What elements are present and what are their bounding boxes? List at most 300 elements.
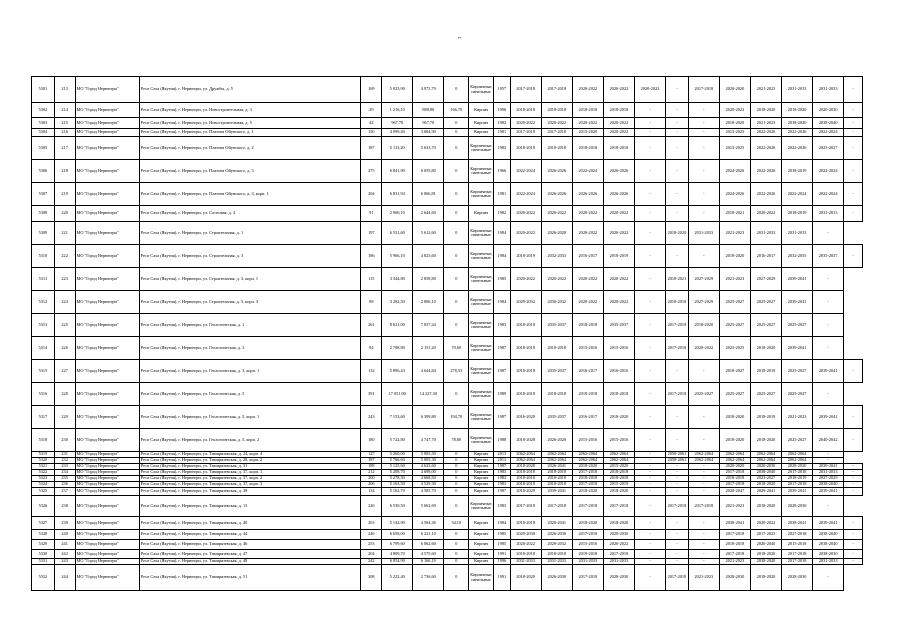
cell-sewer-repair: - bbox=[634, 496, 665, 517]
cell-nonresidential-area: 0 bbox=[444, 452, 469, 458]
cell-heating-repair: 2015-2020 bbox=[572, 129, 603, 137]
cell-municipality: МО "Город Нерюнгри" bbox=[75, 517, 139, 530]
cell-house-number: 218 bbox=[54, 160, 75, 183]
cell-heating-repair: 2016-2017 bbox=[572, 360, 603, 383]
cell-year-built: 1983 bbox=[494, 314, 511, 337]
cell-water-repair: 2020-2022 bbox=[603, 206, 634, 222]
cell-wall-material: Кирпичные, панельные bbox=[469, 268, 494, 291]
cell-address: Респ Саха (Якутия), г. Нерюнгри, ул. Тимирязевская, д. 31 bbox=[139, 464, 361, 470]
cell-living-area: 5 005,30 bbox=[413, 452, 444, 458]
cell-address: Респ Саха (Якутия), г. Нерюнгри, ул. Платона Ойунского, д. 1 bbox=[139, 129, 361, 137]
cell-year-built: 1957 bbox=[494, 77, 511, 103]
cell-power-repair: - bbox=[688, 245, 719, 268]
cell-basement-repair: 2020-2022 bbox=[750, 206, 781, 222]
cell-power-repair: - bbox=[688, 550, 719, 559]
cell-living-area: 4 575,60 bbox=[413, 550, 444, 559]
cell-municipality: МО "Город Нерюнгри" bbox=[75, 464, 139, 470]
cell-nonresidential-area: 0 bbox=[444, 496, 469, 517]
cell-facade-repair: 2018-2018 bbox=[541, 482, 572, 488]
cell-row-number: 5302 bbox=[32, 103, 55, 118]
cell-wall-material: Кирпичные, панельные bbox=[469, 383, 494, 406]
cell-power-repair: - bbox=[688, 559, 719, 565]
cell-sewer-repair: - bbox=[634, 452, 665, 458]
cell-row-number: 5332 bbox=[32, 565, 55, 591]
cell-gas-repair: 2025-2027 bbox=[719, 314, 750, 337]
cell-facade-repair: 2018-2018 bbox=[541, 103, 572, 118]
cell-roof-repair: 2018-2029 bbox=[510, 488, 541, 496]
cell-municipality: МО "Город Нерюнгри" bbox=[75, 540, 139, 550]
cell-facade-repair: 2018-2018 bbox=[541, 383, 572, 406]
cell-total-area: 2 708,80 bbox=[382, 337, 413, 360]
cell-wall-material: Кирпичные, панельные bbox=[469, 406, 494, 429]
cell-gas-repair: 2021-2023 bbox=[719, 268, 750, 291]
cell-address: Респ Саха (Якутия), г. Нерюнгри, ул. Тимирязевская, д. 28, корп. 2 bbox=[139, 458, 361, 464]
cell-power-repair: - bbox=[688, 540, 719, 550]
table-row bbox=[32, 565, 863, 591]
cell-facade-repair: 2062-2064 bbox=[541, 452, 572, 458]
cell-foundation-repair: 2062-2064 bbox=[782, 458, 813, 464]
cell-wall-material: Кирпичные, панельные bbox=[469, 337, 494, 360]
cell-apartments: 275 bbox=[361, 160, 382, 183]
cell-municipality: МО "Город Нерюнгри" bbox=[75, 268, 139, 291]
cell-municipality: МО "Город Нерюнгри" bbox=[75, 550, 139, 559]
cell-basement-repair: 2020-2030 bbox=[750, 464, 781, 470]
cell-gas-repair: 2025-2027 bbox=[719, 291, 750, 314]
cell-basement-repair: 2016-2017 bbox=[750, 245, 781, 268]
cell-municipality: МО "Город Нерюнгри" bbox=[75, 206, 139, 222]
cell-address: Респ Саха (Якутия), г. Нерюнгри, ул. Дружбы, д. 5 bbox=[139, 77, 361, 103]
cell-address: Респ Саха (Якутия), г. Нерюнгри, ул. Платона Ойунского, д. 2 bbox=[139, 137, 361, 160]
cell-address: Респ Саха (Якутия), г. Нерюнгри, ул. Строительная, д. 3, корп. 1 bbox=[139, 268, 361, 291]
cell-water-repair: 2026-2026 bbox=[603, 160, 634, 183]
cell-extra: - bbox=[844, 470, 863, 476]
cell-basement-repair: 2025-2027 bbox=[750, 291, 781, 314]
cell-extra: - bbox=[844, 103, 863, 118]
cell-total-area: 6 530,50 bbox=[382, 496, 413, 517]
cell-roof-repair: 2018-2018 bbox=[510, 482, 541, 488]
cell-apartments: 206 bbox=[361, 482, 382, 488]
cell-facade-repair: 2018-2018 bbox=[541, 476, 572, 482]
cell-basement-repair: 2020-2040 bbox=[750, 540, 781, 550]
cell-house-number: 217 bbox=[54, 137, 75, 160]
cell-elevator-repair: - bbox=[666, 429, 689, 452]
table-row bbox=[32, 550, 863, 559]
cell-living-area: 4 644,84 bbox=[413, 360, 444, 383]
cell-municipality: МО "Город Нерюнгри" bbox=[75, 383, 139, 406]
cell-elevator-repair: - bbox=[666, 488, 689, 496]
cell-heating-repair: 2018-2018 bbox=[572, 476, 603, 482]
cell-total-area: 5 722,80 bbox=[382, 429, 413, 452]
cell-elevator-repair: 2017-2018 bbox=[666, 314, 689, 337]
cell-elevator-repair: 2058-2061 bbox=[666, 458, 689, 464]
cell-wall-material: Кирпичные, панельные bbox=[469, 137, 494, 160]
cell-year-built: 2013 bbox=[494, 452, 511, 458]
cell-total-area: 5 113,20 bbox=[382, 137, 413, 160]
cell-power-repair: - bbox=[688, 429, 719, 452]
cell-total-area: 3 282,50 bbox=[382, 291, 413, 314]
cell-power-repair: - bbox=[688, 118, 719, 129]
cell-total-area: 6 531,60 bbox=[382, 222, 413, 245]
cell-row-number: 5316 bbox=[32, 383, 55, 406]
cell-apartments: 132 bbox=[361, 360, 382, 383]
cell-water-repair: 2015-2020 bbox=[603, 464, 634, 470]
cell-heating-repair: 2018-2020 bbox=[572, 464, 603, 470]
cell-energy-repair: 2039-2041 bbox=[813, 464, 844, 470]
cell-nonresidential-area: 0 bbox=[444, 129, 469, 137]
cell-energy-repair: 2031-2033 bbox=[813, 559, 844, 565]
cell-sewer-repair: - bbox=[634, 476, 665, 482]
cell-address: Респ Саха (Якутия), г. Нерюнгри, ул. Геологическая, д. 5, корп. 2 bbox=[139, 429, 361, 452]
cell-year-built: 1981 bbox=[494, 129, 511, 137]
cell-elevator-repair: - bbox=[666, 464, 689, 470]
cell-heating-repair: 2020-2022 bbox=[572, 118, 603, 129]
table-row bbox=[32, 268, 863, 291]
cell-power-repair: - bbox=[688, 160, 719, 183]
cell-power-repair: 2062-2064 bbox=[688, 452, 719, 458]
cell-living-area: 6 055,80 bbox=[413, 160, 444, 183]
cell-sewer-repair: - bbox=[634, 383, 665, 406]
cell-extra: - bbox=[844, 206, 863, 222]
cell-foundation-repair: 2039-2041 bbox=[782, 291, 813, 314]
cell-municipality: МО "Город Нерюнгри" bbox=[75, 222, 139, 245]
cell-water-repair: 2020-2022 bbox=[603, 268, 634, 291]
cell-extra: - bbox=[844, 429, 863, 452]
cell-sewer-repair: - bbox=[634, 550, 665, 559]
cell-year-built: 1985 bbox=[494, 530, 511, 540]
cell-nonresidential-area: 0 bbox=[444, 137, 469, 160]
cell-gas-repair: 2017-2018 bbox=[719, 482, 750, 488]
cell-total-area: 5 163,50 bbox=[382, 482, 413, 488]
cell-roof-repair: 2018-2018 bbox=[510, 337, 541, 360]
cell-municipality: МО "Город Нерюнгри" bbox=[75, 452, 139, 458]
cell-extra: - bbox=[844, 406, 863, 429]
cell-row-number: 5319 bbox=[32, 452, 55, 458]
cell-wall-material: Кирпичные, панельные bbox=[469, 77, 494, 103]
cell-facade-repair: 2018-2018 bbox=[541, 337, 572, 360]
cell-heating-repair: 2018-2018 bbox=[572, 314, 603, 337]
cell-basement-repair: 2027-2029 bbox=[750, 268, 781, 291]
cell-living-area: 6 399,80 bbox=[413, 406, 444, 429]
cell-nonresidential-area: 0 bbox=[444, 77, 469, 103]
cell-foundation-repair: 2022-2024 bbox=[782, 183, 813, 206]
cell-apartments: 204 bbox=[361, 550, 382, 559]
cell-house-number: 235 bbox=[54, 476, 75, 482]
cell-foundation-repair: 2025-2027 bbox=[782, 360, 813, 383]
cell-living-area: 5 005,30 bbox=[413, 458, 444, 464]
cell-living-area: 4 584,36 bbox=[413, 517, 444, 530]
cell-gas-repair: 2018-2021 bbox=[719, 206, 750, 222]
cell-water-repair: 2020-2022 bbox=[603, 118, 634, 129]
cell-municipality: МО "Город Нерюнгри" bbox=[75, 458, 139, 464]
cell-roof-repair: 2018-2028 bbox=[510, 464, 541, 470]
cell-roof-repair: 2018-2018 bbox=[510, 470, 541, 476]
cell-nonresidential-area: 78,80 bbox=[444, 429, 469, 452]
cell-gas-repair: 2028-2030 bbox=[719, 565, 750, 591]
cell-roof-repair: 2062-2064 bbox=[510, 452, 541, 458]
cell-address: Респ Саха (Якутия), г. Нерюнгри, ул. Геологическая, д. 3, корп. 1 bbox=[139, 360, 361, 383]
cell-municipality: МО "Город Нерюнгри" bbox=[75, 103, 139, 118]
cell-year-built: 1987 bbox=[494, 360, 511, 383]
cell-energy-repair: 2025-2027 bbox=[813, 137, 844, 160]
cell-row-number: 5308 bbox=[32, 206, 55, 222]
cell-sewer-repair: 2020-2022 bbox=[634, 77, 665, 103]
cell-facade-repair: 2026-2020 bbox=[541, 429, 572, 452]
cell-total-area: 6 854,90 bbox=[382, 559, 413, 565]
cell-power-repair: - bbox=[688, 470, 719, 476]
cell-living-area: 4 529,30 bbox=[413, 482, 444, 488]
cell-sewer-repair: - bbox=[634, 103, 665, 118]
cell-nonresidential-area: 0 bbox=[444, 268, 469, 291]
cell-basement-repair: 2062-2064 bbox=[750, 458, 781, 464]
cell-foundation-repair: 2018-2019 bbox=[782, 160, 813, 183]
cell-energy-repair: - bbox=[813, 222, 844, 245]
cell-gas-repair: 2038-2041 bbox=[719, 517, 750, 530]
cell-gas-repair: 2025-2027 bbox=[719, 383, 750, 406]
cell-address: Респ Саха (Якутия), г. Нерюнгри, ул. Тимирязевская, д. 38 bbox=[139, 488, 361, 496]
cell-foundation-repair: 2025-2027 bbox=[782, 314, 813, 337]
cell-facade-repair: 2020-2022 bbox=[541, 268, 572, 291]
cell-nonresidential-area: 0 bbox=[444, 530, 469, 540]
cell-year-built: 1985 bbox=[494, 540, 511, 550]
cell-heating-repair: 2015-2016 bbox=[572, 540, 603, 550]
cell-foundation-repair: 2039-2041 bbox=[782, 488, 813, 496]
cell-heating-repair: 2018-2020 bbox=[572, 488, 603, 496]
cell-facade-repair: 2026-2026 bbox=[541, 183, 572, 206]
cell-year-built: 1991 bbox=[494, 550, 511, 559]
cell-row-number: 5315 bbox=[32, 360, 55, 383]
cell-facade-repair: 2031-2033 bbox=[541, 559, 572, 565]
cell-municipality: МО "Город Нерюнгри" bbox=[75, 476, 139, 482]
cell-elevator-repair: - bbox=[666, 245, 689, 268]
cell-elevator-repair: - bbox=[666, 206, 689, 222]
cell-foundation-repair: 2018-2020 bbox=[782, 103, 813, 118]
table-row bbox=[32, 530, 863, 540]
cell-apartments: 204 bbox=[361, 183, 382, 206]
cell-gas-repair: 2013-2025 bbox=[719, 129, 750, 137]
cell-total-area: 6 799,60 bbox=[382, 540, 413, 550]
cell-house-number: 239 bbox=[54, 517, 75, 530]
cell-basement-repair: 2025-2027 bbox=[750, 314, 781, 337]
cell-house-number: 223 bbox=[54, 268, 75, 291]
cell-heating-repair: 2031-2033 bbox=[572, 559, 603, 565]
cell-house-number: 228 bbox=[54, 383, 75, 406]
cell-energy-repair: 2038-2030 bbox=[813, 550, 844, 559]
cell-nonresidential-area: 0 bbox=[444, 488, 469, 496]
cell-year-built: 1991 bbox=[494, 565, 511, 591]
cell-power-repair: 2017-2018 bbox=[688, 77, 719, 103]
cell-total-area: 4 809,70 bbox=[382, 550, 413, 559]
cell-gas-repair: 2018-2020 bbox=[719, 245, 750, 268]
cell-power-repair: - bbox=[688, 206, 719, 222]
cell-house-number: 215 bbox=[54, 118, 75, 129]
cell-house-number: 241 bbox=[54, 540, 75, 550]
cell-roof-repair: 2020-2022 bbox=[510, 206, 541, 222]
cell-living-area: 4 585,70 bbox=[413, 488, 444, 496]
cell-energy-repair: 2039-2041 bbox=[813, 360, 844, 383]
cell-sewer-repair: - bbox=[634, 406, 665, 429]
cell-elevator-repair: - bbox=[666, 77, 689, 103]
cell-elevator-repair: 2018-2021 bbox=[666, 268, 689, 291]
cell-heating-repair: 2015-2016 bbox=[572, 429, 603, 452]
cell-total-area: 1 216,10 bbox=[382, 103, 413, 118]
cell-heating-repair: 2018-2020 bbox=[572, 517, 603, 530]
cell-municipality: МО "Город Нерюнгри" bbox=[75, 360, 139, 383]
cell-energy-repair: 2031-2033 bbox=[813, 206, 844, 222]
cell-year-built: 1984 bbox=[494, 222, 511, 245]
cell-basement-repair: 2018-2019 bbox=[750, 360, 781, 383]
cell-facade-repair: 2039-2041 bbox=[541, 488, 572, 496]
cell-elevator-repair: 2058-2061 bbox=[666, 452, 689, 458]
cell-year-built: 1981 bbox=[494, 183, 511, 206]
cell-water-repair: 2018-2020 bbox=[603, 488, 634, 496]
cell-extra: - bbox=[844, 160, 863, 183]
cell-gas-repair: 2020-2020 bbox=[719, 464, 750, 470]
cell-sewer-repair: - bbox=[634, 559, 665, 565]
cell-sewer-repair: - bbox=[634, 291, 665, 314]
table-row bbox=[32, 222, 863, 245]
cell-row-number: 5323 bbox=[32, 476, 55, 482]
cell-sewer-repair: - bbox=[634, 464, 665, 470]
cell-living-area: 5 612,60 bbox=[413, 222, 444, 245]
cell-row-number: 5303 bbox=[32, 118, 55, 129]
cell-wall-material: Кирпичные, панельные bbox=[469, 160, 494, 183]
cell-total-area: 5 208,70 bbox=[382, 470, 413, 476]
cell-nonresidential-area: 0 bbox=[444, 464, 469, 470]
cell-energy-repair: 2022-2024 bbox=[813, 129, 844, 137]
table-row bbox=[32, 77, 863, 103]
cell-roof-repair: 2018-2018 bbox=[510, 314, 541, 337]
cell-gas-repair: 2020-2020 bbox=[719, 77, 750, 103]
cell-power-repair: - bbox=[688, 406, 719, 429]
cell-living-area: 6 062,60 bbox=[413, 540, 444, 550]
cell-foundation-repair: 2031-2033 bbox=[782, 222, 813, 245]
cell-municipality: МО "Город Нерюнгри" bbox=[75, 406, 139, 429]
cell-gas-repair: 2025-2025 bbox=[719, 337, 750, 360]
cell-apartments: 203 bbox=[361, 517, 382, 530]
cell-house-number: 231 bbox=[54, 452, 75, 458]
cell-power-repair: 2027-2029 bbox=[688, 268, 719, 291]
cell-roof-repair: 2017-2018 bbox=[510, 129, 541, 137]
cell-extra: - bbox=[844, 540, 863, 550]
cell-apartments: 253 bbox=[361, 540, 382, 550]
table-row bbox=[32, 429, 863, 452]
cell-total-area: 5 278,30 bbox=[382, 476, 413, 482]
cell-power-repair: - bbox=[688, 530, 719, 540]
cell-row-number: 5324 bbox=[32, 482, 55, 488]
cell-address: Респ Саха (Якутия), г. Нерюнгри, ул. Тимирязевская, д. 47 bbox=[139, 550, 361, 559]
cell-basement-repair: 2023-2027 bbox=[750, 476, 781, 482]
cell-foundation-repair: 2017-2018 bbox=[782, 482, 813, 488]
cell-elevator-repair: - bbox=[666, 550, 689, 559]
cell-total-area: 5 896,43 bbox=[382, 360, 413, 383]
table-row bbox=[32, 118, 863, 129]
cell-facade-repair: 2018-2018 bbox=[541, 550, 572, 559]
cell-total-area: 5 125,60 bbox=[382, 464, 413, 470]
cell-sewer-repair: - bbox=[634, 337, 665, 360]
cell-gas-repair: 2020-2022 bbox=[719, 103, 750, 118]
cell-extra: - bbox=[844, 245, 863, 268]
cell-heating-repair: 2062-2064 bbox=[572, 458, 603, 464]
cell-foundation-repair: 2021-2023 bbox=[782, 406, 813, 429]
cell-roof-repair: 2017-2018 bbox=[510, 77, 541, 103]
cell-nonresidential-area: 0 bbox=[444, 540, 469, 550]
cell-sewer-repair: - bbox=[634, 458, 665, 464]
cell-apartments: 187 bbox=[361, 137, 382, 160]
table-row bbox=[32, 337, 863, 360]
cell-nonresidential-area: 0 bbox=[444, 160, 469, 183]
cell-row-number: 5304 bbox=[32, 129, 55, 137]
cell-heating-repair: 2015-2016 bbox=[572, 337, 603, 360]
cell-elevator-repair: - bbox=[666, 118, 689, 129]
cell-gas-repair: 2018-2020 bbox=[719, 118, 750, 129]
cell-living-area: 3 684,90 bbox=[413, 129, 444, 137]
cell-facade-repair: 2020-2022 bbox=[541, 206, 572, 222]
cell-wall-material: Кирпич bbox=[469, 488, 494, 496]
cell-energy-repair: 2035-2037 bbox=[813, 245, 844, 268]
table-row bbox=[32, 137, 863, 160]
cell-gas-repair: 2018-2018 bbox=[719, 476, 750, 482]
cell-wall-material: Кирпич bbox=[469, 118, 494, 129]
cell-wall-material: Кирпичные, панельные bbox=[469, 496, 494, 517]
cell-wall-material: Кирпич bbox=[469, 559, 494, 565]
cell-nonresidential-area: 166,70 bbox=[444, 103, 469, 118]
cell-basement-repair: 2022-2026 bbox=[750, 137, 781, 160]
cell-row-number: 5314 bbox=[32, 337, 55, 360]
cell-basement-repair: 2021-2023 bbox=[750, 118, 781, 129]
cell-year-built: 1996 bbox=[494, 559, 511, 565]
cell-nonresidential-area: 0 bbox=[444, 559, 469, 565]
cell-roof-repair: 2020-2022 bbox=[510, 268, 541, 291]
cell-address: Респ Саха (Якутия), г. Нерюнгри, ул. Строительная, д. 1 bbox=[139, 222, 361, 245]
cell-row-number: 5320 bbox=[32, 458, 55, 464]
cell-apartments: 42 bbox=[361, 118, 382, 129]
cell-total-area: 8 621,00 bbox=[382, 314, 413, 337]
cell-facade-repair: 2020-2041 bbox=[541, 517, 572, 530]
cell-power-repair: - bbox=[688, 129, 719, 137]
cell-water-repair: 2020-2030 bbox=[603, 530, 634, 540]
cell-water-repair: 2018-2018 bbox=[603, 470, 634, 476]
cell-foundation-repair: 2062-2064 bbox=[782, 452, 813, 458]
table-row bbox=[32, 360, 863, 383]
cell-address: Респ Саха (Якутия), г. Нерюнгри, ул. Тимирязевская, д. 13 bbox=[139, 496, 361, 517]
cell-row-number: 5301 bbox=[32, 77, 55, 103]
cell-year-built: 1987 bbox=[494, 488, 511, 496]
cell-nonresidential-area: 0 bbox=[444, 476, 469, 482]
cell-sewer-repair: - bbox=[634, 517, 665, 530]
cell-apartments: 212 bbox=[361, 470, 382, 476]
cell-wall-material: Кирпич bbox=[469, 530, 494, 540]
cell-living-area: 4 973,79 bbox=[413, 77, 444, 103]
cell-year-built: 1988 bbox=[494, 429, 511, 452]
cell-year-built: 1984 bbox=[494, 517, 511, 530]
cell-municipality: МО "Город Нерюнгри" bbox=[75, 137, 139, 160]
table-row bbox=[32, 103, 863, 118]
cell-total-area: 3 344,80 bbox=[382, 268, 413, 291]
cell-living-area: 6 066,81 bbox=[413, 183, 444, 206]
cell-sewer-repair: - bbox=[634, 183, 665, 206]
cell-water-repair: 2026-2026 bbox=[603, 183, 634, 206]
cell-foundation-repair: 2038-2041 bbox=[782, 517, 813, 530]
cell-foundation-repair: 2018-2020 bbox=[782, 118, 813, 129]
cell-apartments: 308 bbox=[361, 565, 382, 591]
cell-foundation-repair: 2018-2019 bbox=[782, 476, 813, 482]
cell-municipality: МО "Город Нерюнгри" bbox=[75, 429, 139, 452]
cell-gas-repair: 2021-2023 bbox=[719, 496, 750, 517]
cell-living-area: 7 837,34 bbox=[413, 314, 444, 337]
cell-total-area: 2 960,10 bbox=[382, 206, 413, 222]
cell-nonresidential-area: 0 bbox=[444, 470, 469, 476]
cell-living-area: 6 221,10 bbox=[413, 530, 444, 540]
